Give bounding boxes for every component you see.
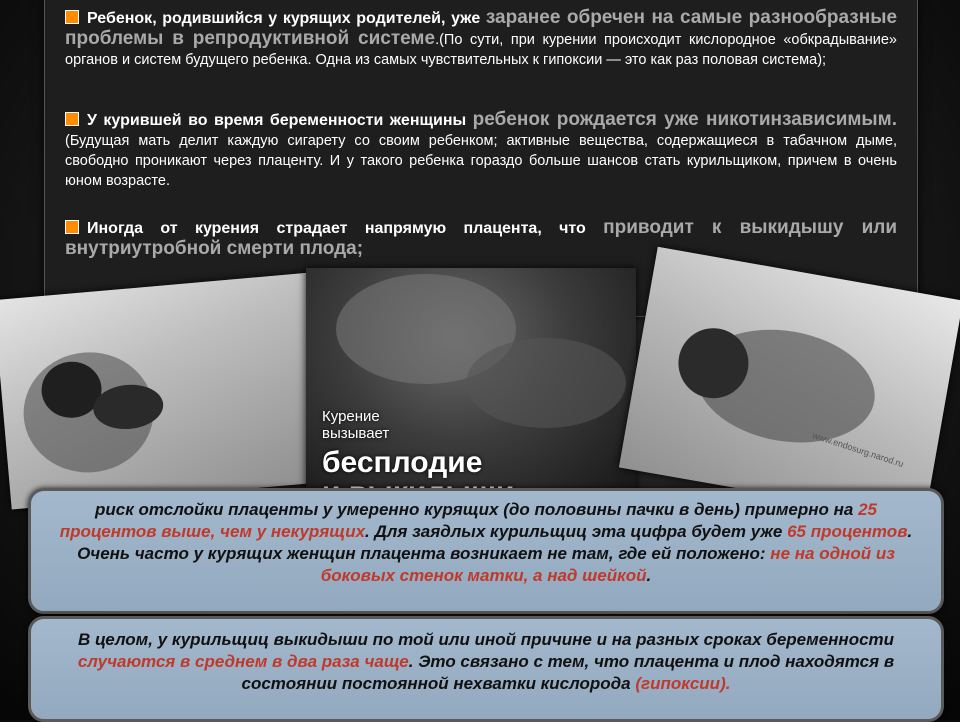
box1-text-4: .	[646, 566, 652, 585]
box1-text-2: . Для заядлых курильщиц эта цифра будет уже	[365, 522, 783, 541]
bullet-square-icon	[65, 220, 79, 234]
photo-fetus-in-hand	[0, 273, 329, 510]
box2-text-2: . Это связано с тем, что плацента и плод находятся в состоянии постоянной нехватки кислорода	[241, 652, 895, 693]
bullet-3-lead: Иногда от курения страдает напрямую плацента, что	[87, 220, 586, 237]
bullet-2-lead: У курившей во время беременности женщины	[87, 112, 467, 129]
bullet-2	[65, 110, 897, 191]
bullet-1-lead: Ребенок, родившийся у курящих родителей, уже	[87, 10, 481, 27]
photo-ultrasound-caption	[306, 268, 636, 500]
bullet-square-icon	[65, 112, 79, 126]
bullet-2-note: (Будущая мать делит каждую сигарету со своим ребенком; активные вещества, содержащиеся в табачном дыме, свободно проникают через плаценту. И у такого ребенка гораздо больше шансов стать курильщиком, причем в очень юном возрасте.	[65, 133, 897, 189]
info-box-miscarriage	[28, 616, 944, 722]
bullet-1-note: .(По сути, при курении происходит кислородное «обкрадывание» органов и систем будущего ребенка. Одна из самых чувствительных к гипоксии — это как раз половая система);	[65, 32, 897, 68]
box2-text-1: В целом, у курильщиц выкидыши по той или иной причине и на разных сроках беременности	[77, 630, 895, 649]
bullet-2-highlight: ребенок рождается уже никотинзависимым.	[472, 109, 897, 130]
bullet-3	[65, 218, 897, 260]
box1-emph-1: 25 процентов выше, чем у некурящих	[59, 500, 878, 541]
box1-emph-2: 65 процентов	[787, 522, 908, 541]
caption-line-1: Курение	[322, 408, 380, 425]
caption-line-3: бесплодие	[322, 446, 483, 479]
box2-emph-2: (гипоксии).	[635, 674, 731, 693]
box2-emph-1: случаются в среднем в два раза чаще	[77, 652, 409, 671]
bullet-1	[65, 8, 897, 70]
bullet-square-icon	[65, 10, 79, 24]
info-box-placenta	[28, 488, 944, 614]
box1-text-1: риск отслойки плаценты у умеренно курящих (до половины пачки в день) примерно на	[94, 500, 854, 519]
bullet-1-highlight: заранее обречен на самые разнообразные проблемы в репродуктивной системе	[65, 7, 898, 49]
photo-caption	[322, 408, 514, 500]
caption-line-2: вызывает	[322, 425, 390, 442]
box1-emph-3: не на одной из боковых стенок матки, а над шейкой	[320, 544, 895, 585]
bullet-3-highlight: приводит к выкидышу или внутриутробной смерти плода;	[65, 217, 898, 259]
photo-watermark: www.endosurg.narod.ru	[811, 430, 905, 470]
box1-text-3: . Очень часто у курящих женщин плацента возникает не там, где ей положено:	[77, 522, 913, 563]
